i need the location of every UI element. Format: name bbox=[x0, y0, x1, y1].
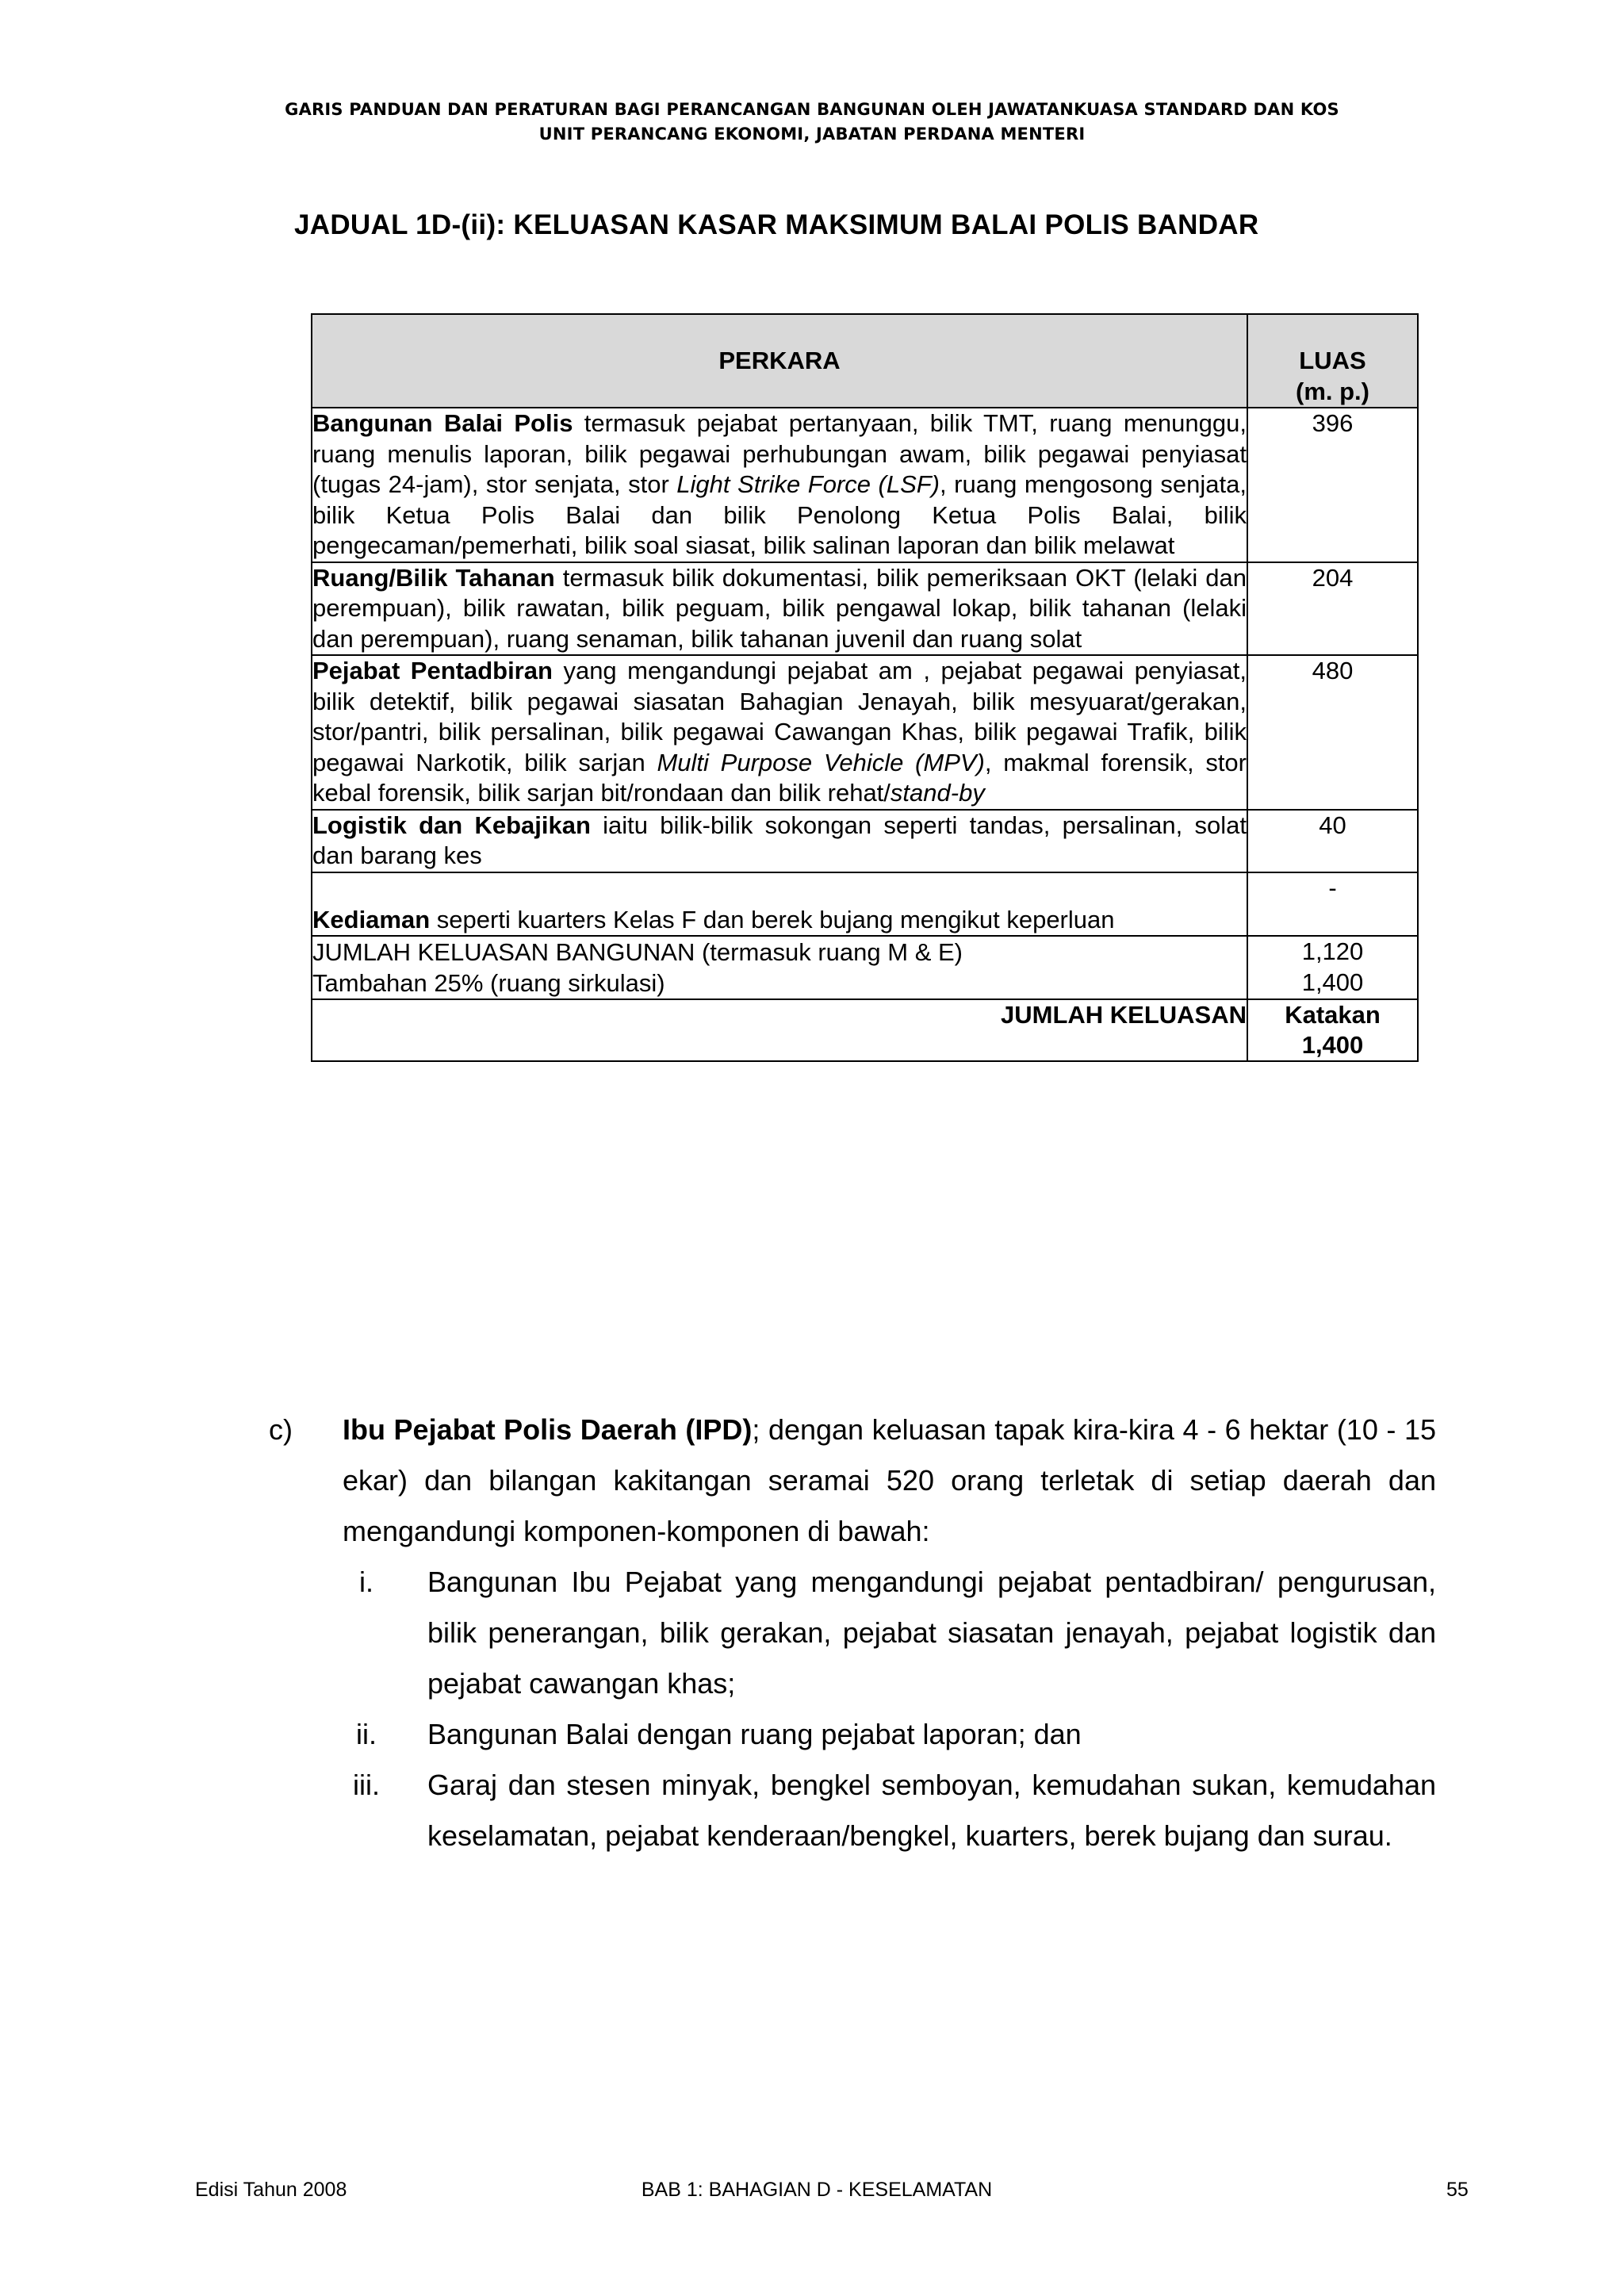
section-c bbox=[269, 1405, 1436, 1861]
table-row bbox=[312, 810, 1418, 872]
table-row-jumlah-bangunan bbox=[312, 936, 1418, 968]
footer-chapter: BAB 1: BAHAGIAN D - KESELAMATAN bbox=[641, 2179, 993, 2201]
list-item-number: ii. bbox=[356, 1718, 377, 1750]
area-table bbox=[311, 313, 1419, 1062]
document-header bbox=[0, 98, 1624, 147]
total-label: JUMLAH KELUASAN bbox=[312, 999, 1247, 1061]
header-line-2: UNIT PERANCANG EKONOMI, JABATAN PERDANA MENTERI bbox=[538, 125, 1086, 144]
header-line-1: GARIS PANDUAN DAN PERATURAN BAGI PERANCANGAN BANGUNAN OLEH JAWATANKUASA STANDARD DAN KOS bbox=[285, 100, 1339, 119]
list-item bbox=[343, 1709, 1436, 1760]
list-item-text: Garaj dan stesen minyak, bengkel semboyan, kemudahan sukan, kemudahan keselamatan, pejabat kenderaan/bengkel, kuarters, berek bujang dan surau. bbox=[427, 1769, 1436, 1852]
row-description: Logistik dan Kebajikan iaitu bilik-bilik sokongan seperti tandas, persalinan, solat dan barang kes bbox=[312, 810, 1247, 872]
footer-edition: Edisi Tahun 2008 bbox=[195, 2179, 347, 2201]
table-header-row bbox=[312, 314, 1418, 408]
table-row-total bbox=[312, 999, 1418, 1061]
list-item-text: Bangunan Balai dengan ruang pejabat laporan; dan bbox=[427, 1718, 1082, 1750]
list-item-text: Bangunan Ibu Pejabat yang mengandungi pejabat pentadbiran/ pengurusan, bilik penerangan, bilik gerakan, pejabat siasatan jenayah, pejabat logistik dan pejabat cawangan khas; bbox=[427, 1566, 1436, 1700]
row-value: 40 bbox=[1247, 810, 1418, 872]
row-value: 480 bbox=[1247, 655, 1418, 810]
tambahan-value: 1,400 bbox=[1247, 968, 1418, 999]
table-row bbox=[312, 655, 1418, 810]
row-description: Pejabat Pentadbiran yang mengandungi pejabat am , pejabat pegawai penyiasat, bilik detektif, bilik pegawai siasatan Bahagian Jenayah, bilik mesyuarat/gerakan, stor/pantri, bilik persalinan, bilik pegawai Cawangan Khas, bilik pegawai Trafik, bilik pegawai Narkotik, bilik sarjan Multi Purpose Vehicle (MPV), makmal forensik, stor kebal forensik, bilik sarjan bit/rondaan dan bilik rehat/stand-by bbox=[312, 655, 1247, 810]
row-description: Kediaman seperti kuarters Kelas F dan berek bujang mengikut keperluan bbox=[312, 872, 1247, 937]
row-description: Ruang/Bilik Tahanan termasuk bilik dokumentasi, bilik pemeriksaan OKT (lelaki dan perempuan), bilik rawatan, bilik peguam, bilik pengawal lokap, bilik tahanan (lelaki dan perempuan), ruang senaman, bilik tahanan juvenil dan ruang solat bbox=[312, 562, 1247, 656]
page-number: 55 bbox=[1446, 2179, 1469, 2201]
header-luas: LUAS (m. p.) bbox=[1247, 314, 1418, 408]
jumlah-bangunan-label: JUMLAH KELUASAN BANGUNAN (termasuk ruang M & E) bbox=[312, 936, 1247, 968]
row-description: Bangunan Balai Polis termasuk pejabat pertanyaan, bilik TMT, ruang menunggu, ruang menulis laporan, bilik pegawai perhubungan awam, bilik pegawai penyiasat (tugas 24-jam), stor senjata, stor Light Strike Force (LSF), ruang mengosong senjata, bilik Ketua Polis Balai dan bilik Penolong Ketua Polis Balai, bilik pengecaman/pemerhati, bilik soal siasat, bilik salinan laporan dan bilik melawat bbox=[312, 408, 1247, 562]
tambahan-label: Tambahan 25% (ruang sirkulasi) bbox=[312, 968, 1247, 999]
table-row-tambahan bbox=[312, 968, 1418, 999]
table-row bbox=[312, 408, 1418, 562]
list-item-number: iii. bbox=[353, 1769, 380, 1801]
total-value: Katakan 1,400 bbox=[1247, 999, 1418, 1061]
jumlah-bangunan-value: 1,120 bbox=[1247, 936, 1418, 968]
list-item bbox=[343, 1557, 1436, 1709]
table-row bbox=[312, 872, 1418, 937]
header-perkara: PERKARA bbox=[312, 314, 1247, 408]
row-value: - bbox=[1247, 872, 1418, 937]
list-item bbox=[343, 1760, 1436, 1861]
row-value: 396 bbox=[1247, 408, 1418, 562]
section-c-label: c) bbox=[269, 1413, 293, 1446]
section-c-body: Ibu Pejabat Polis Daerah (IPD); dengan keluasan tapak kira-kira 4 - 6 hektar (10 - 15 ekar) dan bilangan kakitangan seramai 520 orang terletak di setiap daerah dan mengandungi komponen-komponen di bawah: bbox=[343, 1413, 1437, 1547]
row-value: 204 bbox=[1247, 562, 1418, 656]
list-item-number: i. bbox=[359, 1566, 373, 1598]
table-title: JADUAL 1D-(ii): KELUASAN KASAR MAKSIMUM BALAI POLIS BANDAR bbox=[294, 209, 1259, 240]
table-row bbox=[312, 562, 1418, 656]
